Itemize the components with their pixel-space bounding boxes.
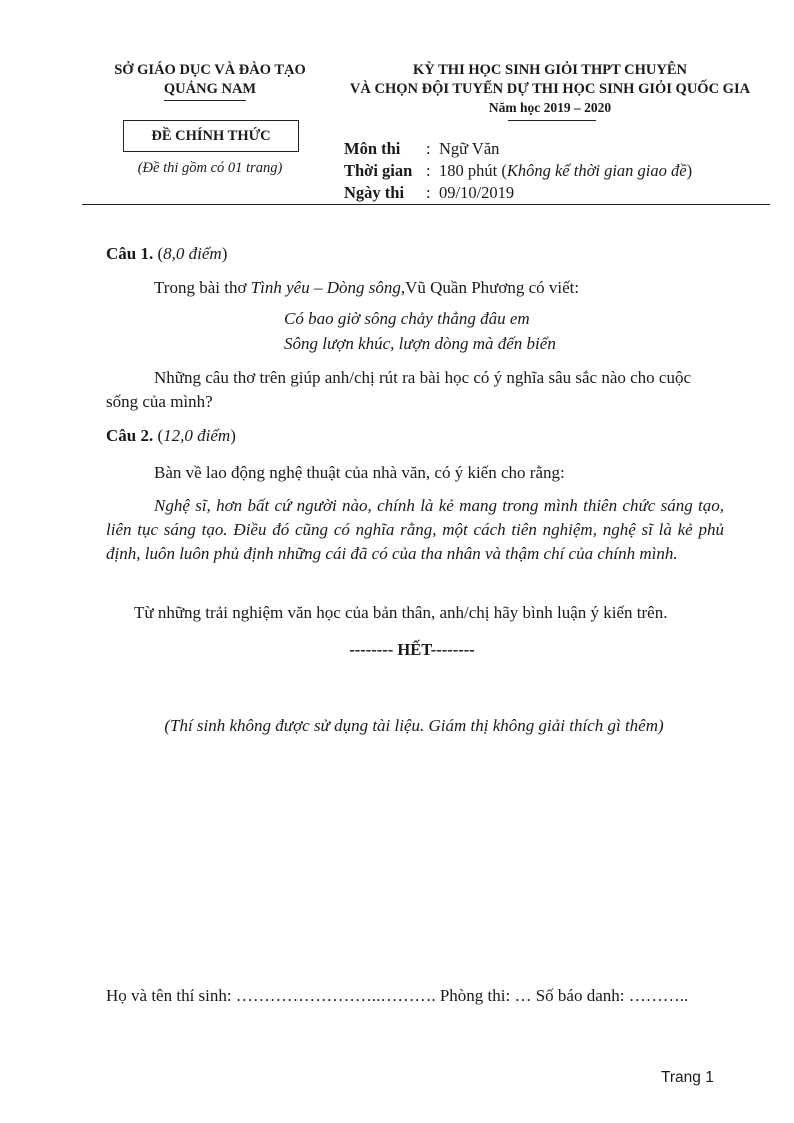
poem-verse-2: Sông lượn khúc, lượn dòng mà đến biển	[284, 334, 556, 353]
page-count-note: (Đề thi gồm có 01 trang)	[137, 160, 283, 176]
subject-label: Môn thi	[344, 139, 401, 158]
question2-heading	[106, 424, 236, 448]
question1-heading	[106, 242, 227, 266]
subject-value: Ngữ Văn	[439, 139, 500, 158]
question1-label: Câu 1.	[106, 244, 154, 263]
question2-label: Câu 2.	[106, 426, 154, 445]
title-underline	[508, 120, 596, 121]
exam-title-line2: VÀ CHỌN ĐỘI TUYỂN DỰ THI HỌC SINH GIỎI QUỐC GIA	[349, 81, 751, 97]
page-number: Trang 1	[661, 1069, 714, 1086]
question1-points-close: )	[221, 244, 228, 263]
date-value: 09/10/2019	[439, 183, 515, 202]
question2-intro: Bàn về lao động nghệ thuật của nhà văn, có ý kiến cho rằng:	[154, 463, 565, 482]
time-colon: :	[426, 161, 431, 180]
date-label: Ngày thi	[344, 183, 405, 202]
school-year: Năm học 2019 – 2020	[488, 100, 612, 115]
question2-points-close: )	[230, 426, 236, 445]
department-underline	[164, 100, 246, 101]
department-name: SỞ GIÁO DỤC VÀ ĐÀO TẠO	[114, 62, 306, 78]
question2-prompt: Từ những trải nghiệm văn học của bản thân, anh/chị hãy bình luận ý kiến trên.	[134, 603, 668, 622]
time-close: )	[686, 161, 693, 180]
poem-title: Tình yêu – Dòng sông	[250, 278, 401, 297]
question1-points: 8,0 điểm	[163, 244, 222, 263]
time-note: Không kể thời gian giao đề	[506, 161, 687, 180]
exam-subject-row	[344, 139, 499, 159]
poem-verse-1: Có bao giờ sông chảy thẳng đâu em	[284, 309, 530, 328]
exam-title-line1: KỲ THI HỌC SINH GIỎI THPT CHUYÊN	[413, 62, 687, 78]
question1-points-open: (	[153, 244, 164, 263]
exam-date-row	[344, 183, 514, 203]
header-divider	[82, 204, 770, 205]
question1-intro-after: ,Vũ Quần Phương có viết:	[400, 278, 580, 297]
province-name: QUẢNG NAM	[163, 81, 257, 97]
candidate-info-line: Họ và tên thí sinh: ……………………..………. Phòng thi: … Số báo danh: ………..	[106, 986, 689, 1005]
question2-points-open: (	[153, 426, 164, 445]
question2-points: 12,0 điểm	[163, 426, 231, 445]
exam-note: (Thí sinh không được sử dụng tài liệu. Giám thị không giải thích gì thêm)	[164, 716, 664, 735]
official-exam-box: ĐỀ CHÍNH THỨC	[123, 120, 299, 152]
date-colon: :	[426, 183, 431, 202]
time-label: Thời gian	[344, 161, 413, 180]
question1-prompt: Những câu thơ trên giúp anh/chị rút ra bài học có ý nghĩa sâu sắc nào cho cuộc sống của mình?	[106, 368, 692, 411]
question2-quote: Nghệ sĩ, hơn bất cứ người nào, chính là kẻ mang trong mình thiên chức sáng tạo, liên tục sáng tạo. Điều đó cũng có nghĩa rằng, một cách tiên nghiệm, nghệ sĩ là kẻ phủ định, luôn luôn phủ định những cái đã có của tha nhân và thậm chí của chính mình.	[106, 496, 724, 563]
subject-colon: :	[426, 139, 431, 158]
question1-intro	[154, 276, 579, 300]
end-mark: -------- HẾT--------	[349, 640, 475, 659]
exam-time-row	[344, 161, 692, 181]
time-value: 180 phút (	[439, 161, 507, 180]
question1-intro-before: Trong bài thơ	[154, 278, 251, 297]
